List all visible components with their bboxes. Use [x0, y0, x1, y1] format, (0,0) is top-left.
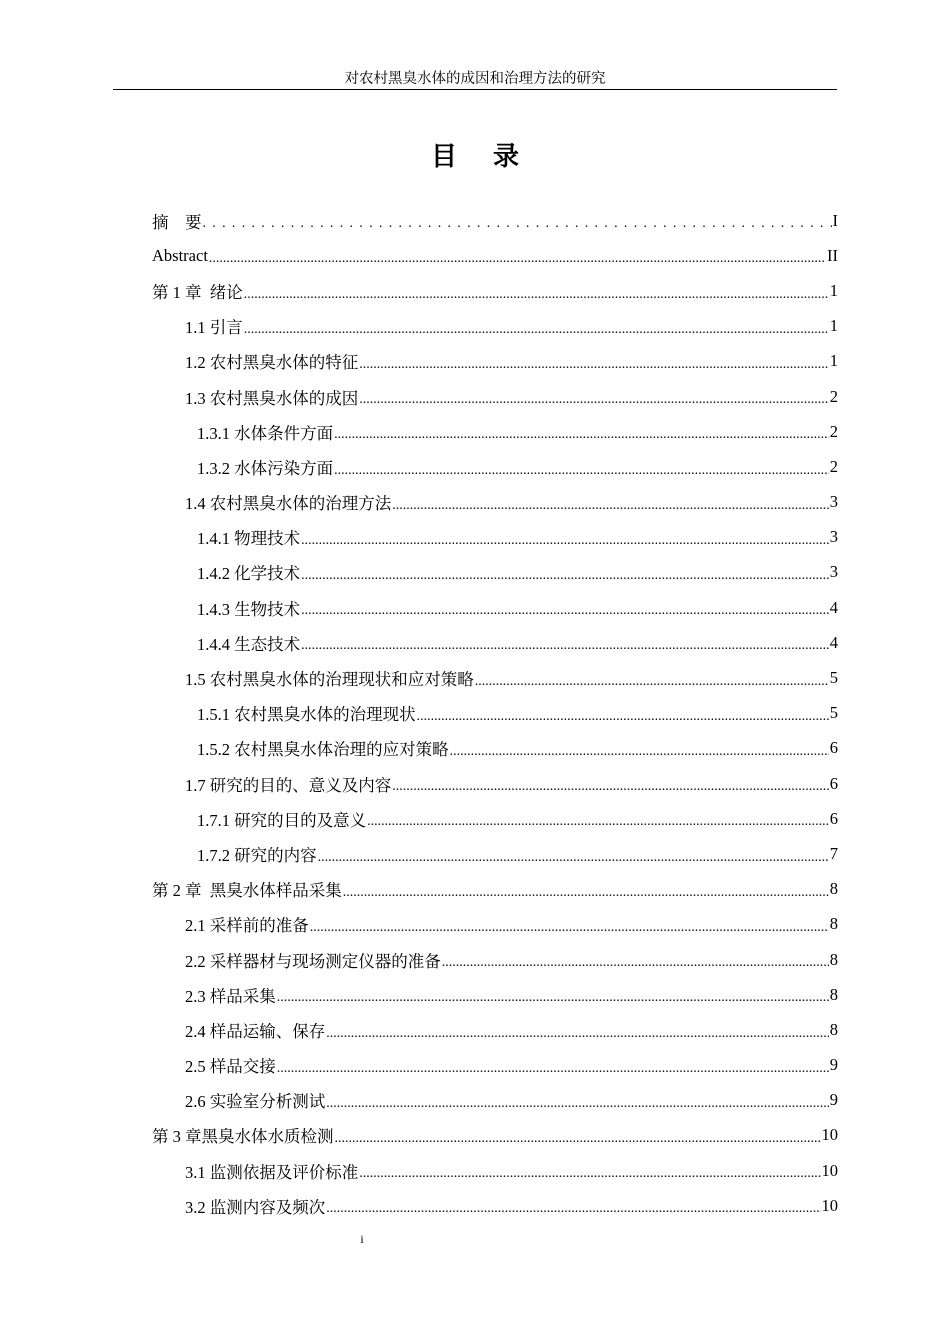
page-number: i: [360, 1232, 364, 1246]
dot-leader: [244, 288, 829, 309]
toc-entry-label: 1.5 农村黑臭水体的治理现状和应对策略: [185, 670, 474, 690]
toc-entry-label: 1.4.4 生态技术: [197, 634, 301, 654]
dot-leader: [359, 393, 829, 414]
dot-leader: [343, 886, 829, 907]
toc-entry-2-5[interactable]: [152, 1048, 838, 1083]
toc-entry-page: 5: [829, 668, 838, 688]
toc-entry-label: Abstract: [152, 245, 208, 265]
toc-entry-2-4[interactable]: [152, 1012, 838, 1047]
toc-entry-page: 9: [829, 1090, 838, 1110]
toc-entry-page: 8: [829, 1019, 838, 1039]
dot-leader: [277, 991, 829, 1012]
toc-entry-label: 1.5.1 农村黑臭水体的治理现状: [197, 705, 416, 725]
toc-entry-1-3-2[interactable]: [152, 449, 838, 484]
toc-entry-1-7-1[interactable]: [152, 801, 838, 836]
toc-entry-1-4-4[interactable]: [152, 625, 838, 660]
toc-entry-chapter-1[interactable]: [152, 273, 838, 308]
dot-leader: [334, 464, 829, 485]
toc-entry-abstract-cn[interactable]: [152, 203, 838, 238]
toc-entry-2-2[interactable]: [152, 942, 838, 977]
toc-entry-1-3-1[interactable]: [152, 414, 838, 449]
dot-leader: [359, 358, 829, 379]
toc-entry-2-1[interactable]: [152, 907, 838, 942]
toc-entry-label: 3.1 监测依据及评价标准: [185, 1162, 359, 1182]
toc-entry-page: 8: [829, 949, 838, 969]
toc-entry-label: 1.3.1 水体条件方面: [197, 423, 334, 443]
toc-entry-label: 1.4.3 生物技术: [197, 599, 301, 619]
toc-entry-label: 1.4.1 物理技术: [197, 529, 301, 549]
toc-entry-label: 1.2 农村黑臭水体的特征: [185, 353, 359, 373]
dot-leader: [310, 921, 829, 942]
toc-entry-label: 2.5 样品交接: [185, 1057, 276, 1077]
toc-entry-page: 3: [829, 562, 838, 582]
toc-entry-1-4[interactable]: [152, 485, 838, 520]
toc-entry-1-5[interactable]: [152, 660, 838, 695]
toc-entry-3-2[interactable]: [152, 1188, 838, 1223]
toc-entry-1-5-2[interactable]: [152, 731, 838, 766]
toc-entry-1-3[interactable]: [152, 379, 838, 414]
toc-entry-label: 3.2 监测内容及频次: [185, 1197, 326, 1217]
toc-entry-1-7-2[interactable]: [152, 836, 838, 871]
toc-entry-page: 8: [829, 914, 838, 934]
dot-leader: [334, 428, 829, 449]
toc-list: [152, 203, 838, 1223]
dot-leader: [301, 604, 829, 625]
dot-leader: [367, 815, 829, 836]
toc-entry-3-1[interactable]: [152, 1153, 838, 1188]
dot-leader: [359, 1167, 820, 1188]
toc-entry-page: 2: [829, 386, 838, 406]
toc-entry-label: 2.6 实验室分析测试: [185, 1092, 326, 1112]
toc-entry-page: 5: [829, 703, 838, 723]
toc-entry-page: 4: [829, 597, 838, 617]
toc-entry-page: 8: [829, 984, 838, 1004]
dot-leader: [475, 675, 829, 696]
toc-entry-label: 1.7 研究的目的、意义及内容: [185, 775, 392, 795]
toc-entry-label: 第 3 章黑臭水体水质检测: [152, 1127, 334, 1147]
toc-entry-page: 1: [829, 316, 838, 336]
toc-entry-label: 1.1 引言: [185, 318, 243, 338]
dot-leader: [442, 956, 829, 977]
dot-leader: [301, 534, 829, 555]
toc-title-left: 目: [430, 142, 457, 172]
toc-entry-label: 摘 要: [152, 212, 202, 232]
toc-entry-page: 8: [829, 879, 838, 899]
toc-entry-page: 2: [829, 456, 838, 476]
toc-title: [0, 137, 950, 177]
toc-entry-label: 第 2 章 黑臭水体样品采集: [152, 881, 342, 901]
toc-entry-page: 6: [829, 808, 838, 828]
toc-entry-page: 1: [829, 351, 838, 371]
toc-entry-page: 9: [829, 1055, 838, 1075]
dot-leader: [209, 252, 826, 273]
toc-entry-label: 1.7.2 研究的内容: [197, 845, 317, 865]
toc-entry-chapter-3[interactable]: [152, 1118, 838, 1153]
dot-leader: [244, 323, 829, 344]
toc-entry-page: II: [827, 245, 838, 265]
toc-entry-2-6[interactable]: [152, 1083, 838, 1118]
toc-entry-page: 4: [829, 632, 838, 652]
toc-entry-label: 2.3 样品采集: [185, 986, 276, 1006]
toc-entry-label: 1.5.2 农村黑臭水体治理的应对策略: [197, 740, 449, 760]
dot-leader: [417, 710, 829, 731]
running-header: 对农村黑臭水体的成因和治理方法的研究: [113, 70, 837, 90]
toc-entry-label: 第 1 章 绪论: [152, 282, 243, 302]
dot-leader: [326, 1202, 820, 1223]
toc-entry-2-3[interactable]: [152, 977, 838, 1012]
toc-entry-1-4-2[interactable]: [152, 555, 838, 590]
toc-entry-page: 7: [829, 843, 838, 863]
toc-entry-page: 3: [829, 527, 838, 547]
dot-leader: [301, 639, 829, 660]
dot-leader: [392, 499, 829, 520]
dot-leader: [318, 851, 829, 872]
toc-entry-label: 1.7.1 研究的目的及意义: [197, 810, 367, 830]
toc-entry-page: 10: [821, 1195, 838, 1215]
toc-entry-page: 1: [829, 280, 838, 300]
toc-entry-label: 2.4 样品运输、保存: [185, 1021, 326, 1041]
dot-leader: [301, 569, 829, 590]
toc-entry-page: 10: [821, 1160, 838, 1180]
toc-entry-1-4-1[interactable]: [152, 520, 838, 555]
toc-entry-1-4-3[interactable]: [152, 590, 838, 625]
dot-leader: [277, 1062, 829, 1083]
toc-entry-label: 1.4 农村黑臭水体的治理方法: [185, 494, 392, 514]
toc-entry-label: 2.2 采样器材与现场测定仪器的准备: [185, 951, 441, 971]
dot-leader: [335, 1132, 821, 1153]
toc-entry-chapter-2[interactable]: [152, 872, 838, 907]
toc-entry-page: I: [832, 210, 838, 230]
toc-entry-page: 10: [821, 1125, 838, 1145]
toc-entry-1-5-1[interactable]: [152, 696, 838, 731]
toc-entry-1-2[interactable]: [152, 344, 838, 379]
toc-entry-label: 2.1 采样前的准备: [185, 916, 309, 936]
dot-leader: [326, 1027, 829, 1048]
toc-entry-page: 6: [829, 773, 838, 793]
toc-entry-page: 2: [829, 421, 838, 441]
dot-leader: [203, 217, 832, 238]
toc-entry-page: 6: [829, 738, 838, 758]
toc-entry-1-1[interactable]: [152, 309, 838, 344]
dot-leader: [450, 745, 829, 766]
toc-entry-1-7[interactable]: [152, 766, 838, 801]
dot-leader: [392, 780, 829, 801]
toc-entry-page: 3: [829, 492, 838, 512]
toc-entry-abstract-en[interactable]: [152, 238, 838, 273]
toc-entry-label: 1.3 农村黑臭水体的成因: [185, 388, 359, 408]
dot-leader: [326, 1097, 829, 1118]
toc-entry-label: 1.3.2 水体污染方面: [197, 458, 334, 478]
toc-title-right: 录: [493, 142, 520, 172]
toc-entry-label: 1.4.2 化学技术: [197, 564, 301, 584]
